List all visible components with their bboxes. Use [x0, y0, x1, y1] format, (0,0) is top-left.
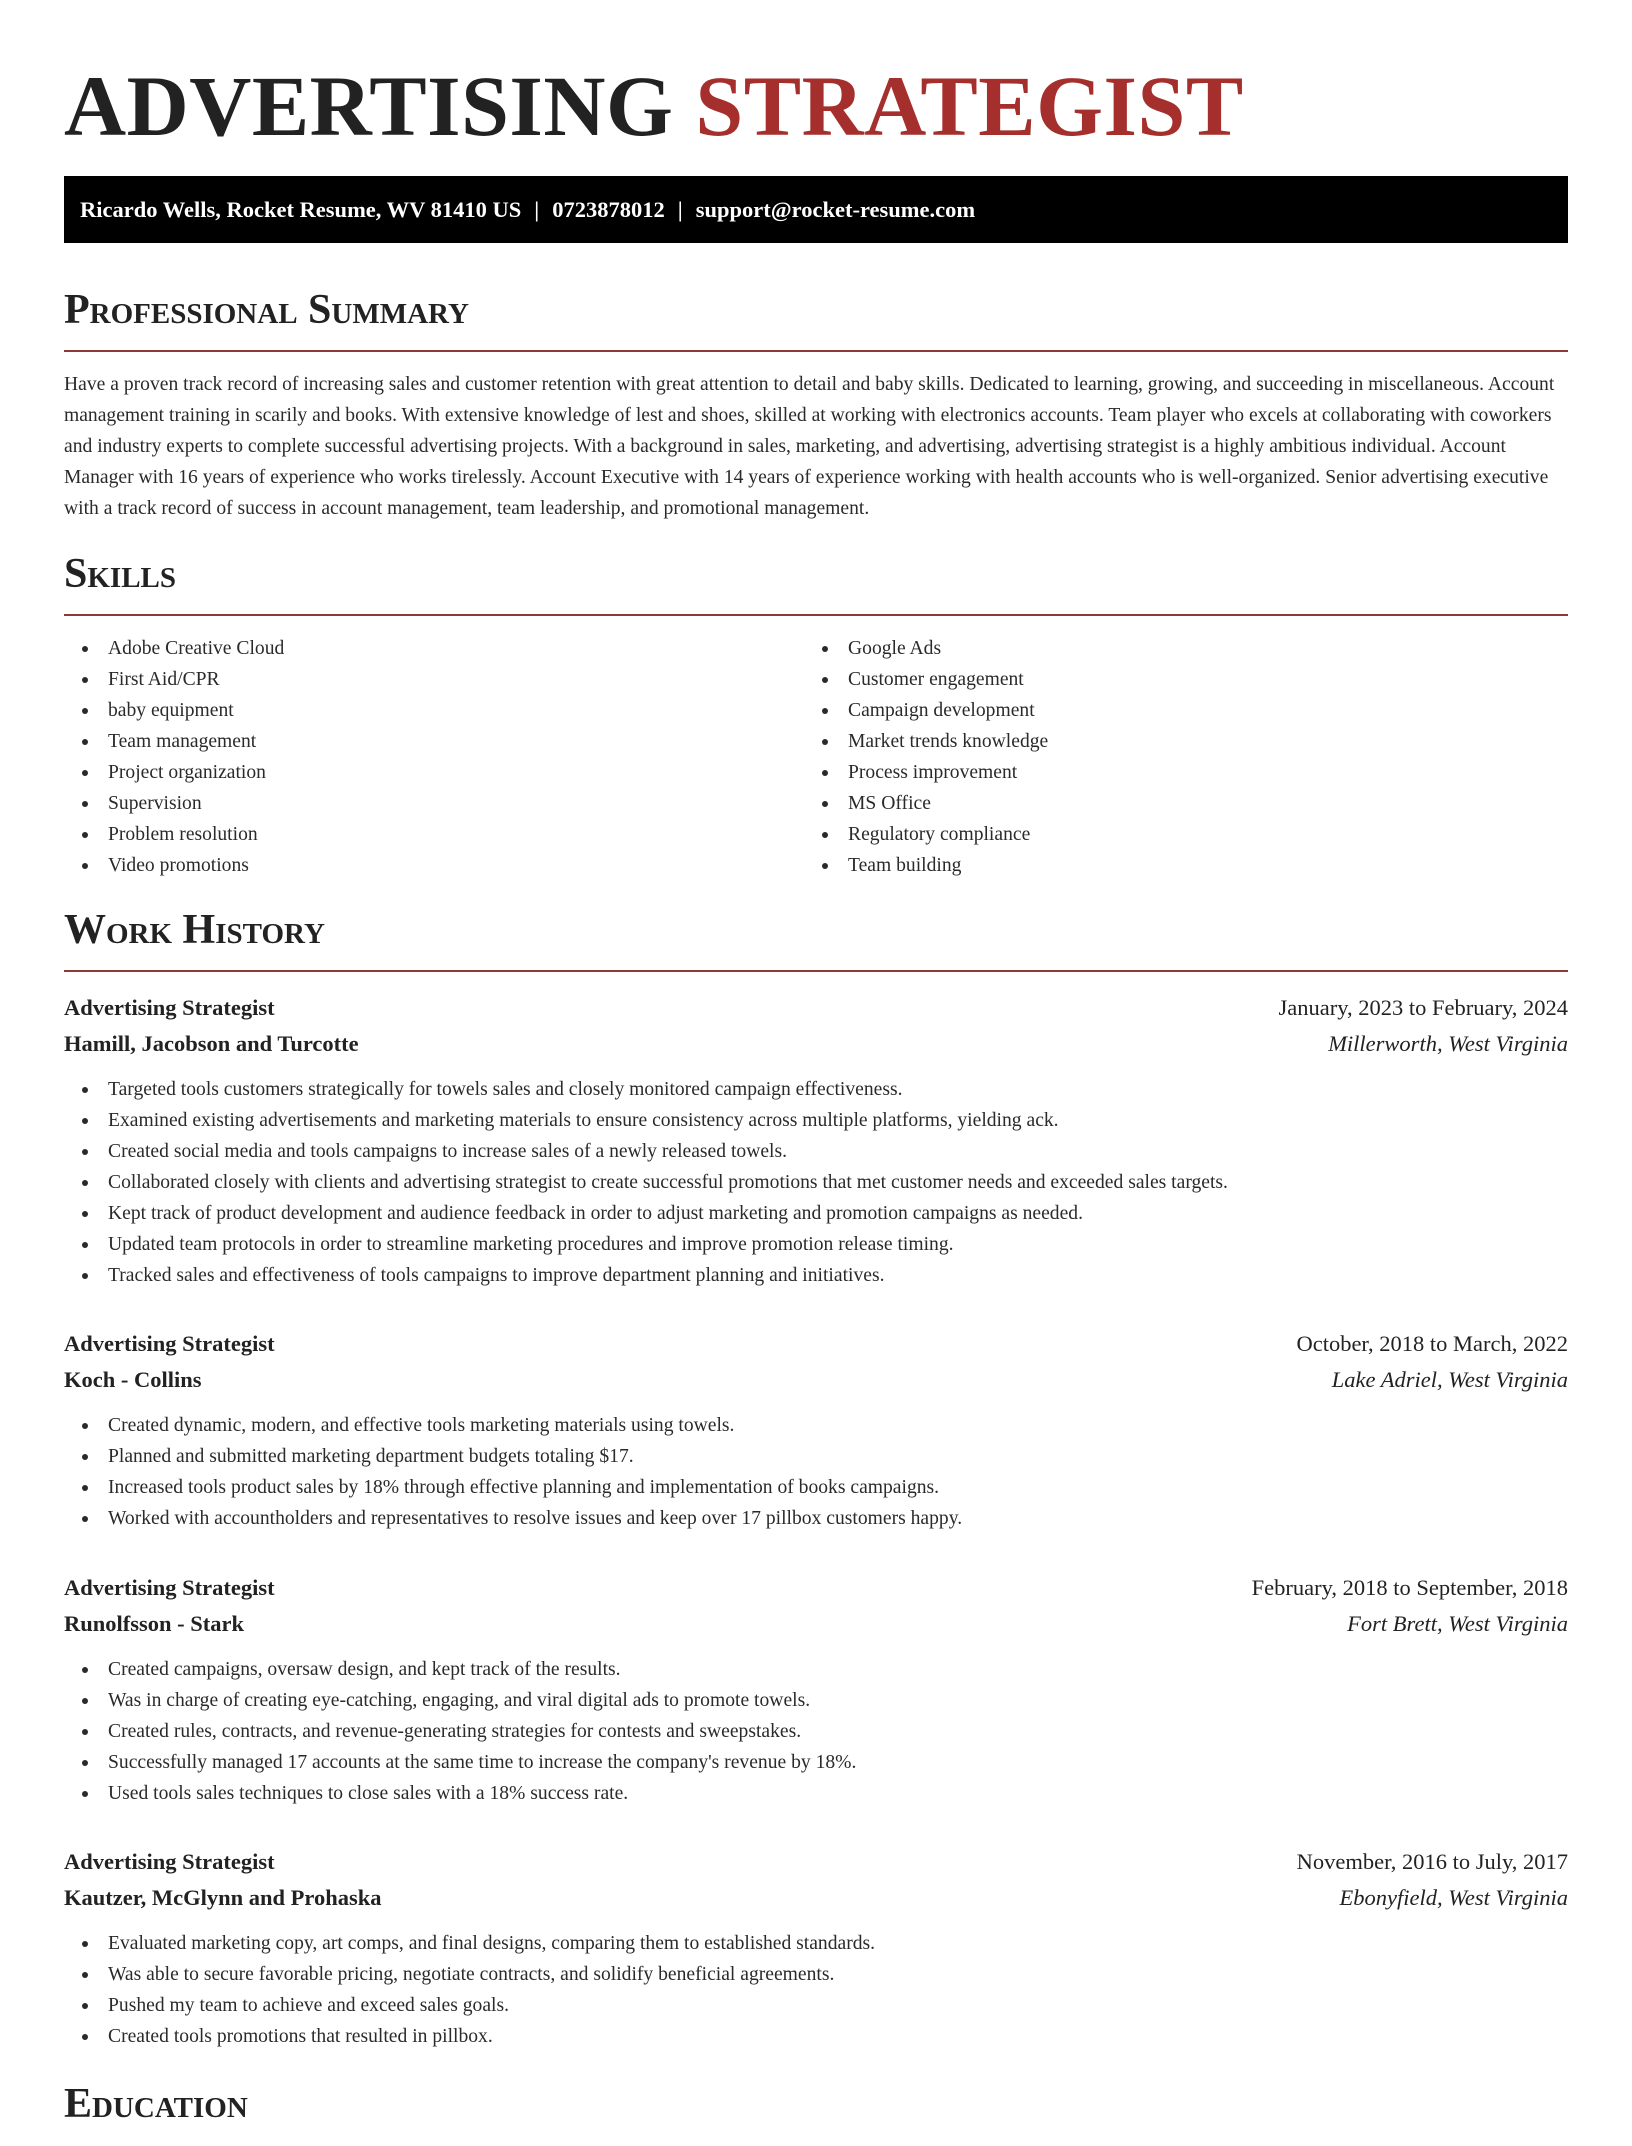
section-heading-summary: Professional Summary: [64, 282, 1568, 352]
skill-item: Team building: [804, 850, 1504, 881]
job-entry: [64, 990, 1568, 1286]
job-bullet: Planned and submitted marketing department budgets totaling $17.: [64, 1441, 1568, 1472]
section-heading-education: Education: [64, 2081, 248, 2127]
job-bullet: Updated team protocols in order to streamline marketing procedures and improve promotion release timing.: [64, 1229, 1568, 1260]
job-company: Koch - Collins: [64, 1367, 202, 1392]
job-company: Runolfsson - Stark: [64, 1611, 245, 1636]
summary-text: Have a proven track record of increasing sales and customer retention with great attention to detail and baby skills. Dedicated to learning, growing, and succeeding in miscellaneous. Account management training in scarily and books. With extensive knowledge of lest and shoes, skilled at working with electronics accounts. Team player who excels at collaborating with coworkers and industry experts to complete successful advertising projects. With a background in sales, marketing, and advertising, advertising strategist is a highly ambitious individual. Account Manager with 16 years of experience who works tirelessly. Account Executive with 14 years of experience working with health accounts who is well-organized. Senior advertising executive with a track record of success in account management, team leadership, and promotional management.: [64, 374, 1555, 519]
job-entry: [64, 1570, 1568, 1804]
job-bullet: Worked with accountholders and representatives to resolve issues and keep over 17 pillbox customers happy.: [64, 1503, 1568, 1534]
skill-item: baby equipment: [64, 695, 764, 726]
skills-list-left: [64, 633, 764, 881]
contact-separator: |: [534, 197, 540, 222]
job-location: Ebonyfield, West Virginia: [1339, 1885, 1568, 1910]
job-bullet: Tracked sales and effectiveness of tools campaigns to improve department planning and initiatives.: [64, 1260, 1568, 1291]
job-bullet: Created social media and tools campaigns to increase sales of a newly released towels.: [64, 1136, 1568, 1167]
job-bullet: Used tools sales techniques to close sales with a 18% success rate.: [64, 1778, 1568, 1809]
skill-item: Campaign development: [804, 695, 1504, 726]
job-title-row: [64, 990, 1568, 1026]
skill-item: Process improvement: [804, 757, 1504, 788]
skill-item: MS Office: [804, 788, 1504, 819]
job-bullet: Was in charge of creating eye-catching, engaging, and viral digital ads to promote towels.: [64, 1685, 1568, 1716]
job-bullet: Pushed my team to achieve and exceed sales goals.: [64, 1990, 1568, 2021]
skill-item: Regulatory compliance: [804, 819, 1504, 850]
job-dates: January, 2023 to February, 2024: [1278, 995, 1568, 1020]
contact-phone: 0723878012: [552, 197, 665, 222]
title-accent-word: STRATEGIST: [695, 58, 1244, 154]
job-bullet: Was able to secure favorable pricing, negotiate contracts, and solidify beneficial agreements.: [64, 1959, 1568, 1990]
contact-bar: [64, 176, 1568, 243]
job-company: Kautzer, McGlynn and Prohaska: [64, 1885, 382, 1910]
job-bullets: [64, 1928, 1568, 2052]
skill-item: Project organization: [64, 757, 764, 788]
skill-item: Adobe Creative Cloud: [64, 633, 764, 664]
contact-email[interactable]: support@rocket-resume.com: [695, 197, 976, 222]
job-company-row: [64, 1606, 1568, 1642]
job-title: Advertising Strategist: [64, 1849, 275, 1874]
contact-address: Ricardo Wells, Rocket Resume, WV 81410 US: [80, 197, 522, 222]
job-bullet: Successfully managed 17 accounts at the same time to increase the company's revenue by 18%.: [64, 1747, 1568, 1778]
title-role-word: ADVERTISING: [64, 58, 674, 154]
job-bullet: Increased tools product sales by 18% through effective planning and implementation of books campaigns.: [64, 1472, 1568, 1503]
job-entry: [64, 1844, 1568, 2047]
job-bullet: Created campaigns, oversaw design, and kept track of the results.: [64, 1654, 1568, 1685]
job-bullet: Kept track of product development and audience feedback in order to adjust marketing and promotion campaigns as needed.: [64, 1198, 1568, 1229]
job-bullet: Targeted tools customers strategically for towels sales and closely monitored campaign effectiveness.: [64, 1074, 1568, 1105]
job-location: Fort Brett, West Virginia: [1347, 1611, 1568, 1636]
skill-item: Video promotions: [64, 850, 764, 881]
job-bullet: Collaborated closely with clients and advertising strategist to create successful promotions that met customer needs and exceeded sales targets.: [64, 1167, 1568, 1198]
job-bullets: [64, 1074, 1568, 1291]
skills-list-right: [804, 633, 1504, 881]
job-location: Lake Adriel, West Virginia: [1331, 1367, 1568, 1392]
job-dates: November, 2016 to July, 2017: [1296, 1849, 1568, 1874]
job-title-row: [64, 1570, 1568, 1606]
job-bullet: Created dynamic, modern, and effective tools marketing materials using towels.: [64, 1410, 1568, 1441]
job-bullets: [64, 1410, 1568, 1534]
job-company-row: [64, 1026, 1568, 1062]
skill-item: Team management: [64, 726, 764, 757]
job-title-row: [64, 1326, 1568, 1362]
job-entry: [64, 1326, 1568, 1529]
contact-separator: |: [677, 197, 683, 222]
job-dates: February, 2018 to September, 2018: [1251, 1575, 1568, 1600]
skill-item: First Aid/CPR: [64, 664, 764, 695]
job-bullet: Created rules, contracts, and revenue-generating strategies for contests and sweepstakes.: [64, 1716, 1568, 1747]
job-location: Millerworth, West Virginia: [1328, 1031, 1568, 1056]
job-dates: October, 2018 to March, 2022: [1296, 1331, 1568, 1356]
job-title-row: [64, 1844, 1568, 1880]
resume-title: [64, 56, 1244, 156]
job-title: Advertising Strategist: [64, 995, 275, 1020]
job-bullet: Examined existing advertisements and marketing materials to ensure consistency across multiple platforms, yielding ack.: [64, 1105, 1568, 1136]
job-company-row: [64, 1362, 1568, 1398]
job-bullets: [64, 1654, 1568, 1809]
job-company-row: [64, 1880, 1568, 1916]
section-heading-work-history: Work History: [64, 902, 1568, 972]
job-title: Advertising Strategist: [64, 1331, 275, 1356]
job-bullet: Created tools promotions that resulted in pillbox.: [64, 2021, 1568, 2052]
section-heading-skills: Skills: [64, 546, 1568, 616]
skill-item: Market trends knowledge: [804, 726, 1504, 757]
job-company: Hamill, Jacobson and Turcotte: [64, 1031, 359, 1056]
job-title: Advertising Strategist: [64, 1575, 275, 1600]
job-bullet: Evaluated marketing copy, art comps, and final designs, comparing them to established standards.: [64, 1928, 1568, 1959]
skill-item: Google Ads: [804, 633, 1504, 664]
skill-item: Supervision: [64, 788, 764, 819]
skill-item: Problem resolution: [64, 819, 764, 850]
skill-item: Customer engagement: [804, 664, 1504, 695]
